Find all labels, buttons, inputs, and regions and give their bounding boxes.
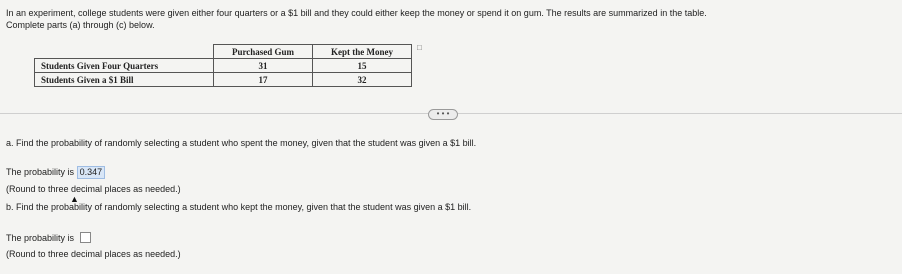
part-b-answer-line xyxy=(6,232,91,244)
copy-table-icon[interactable]: □ xyxy=(417,43,422,52)
part-a-answer-field[interactable]: 0.347 xyxy=(77,166,106,179)
part-b-note: (Round to three decimal places as needed.) xyxy=(6,249,181,259)
table-row xyxy=(35,59,412,73)
mouse-cursor-icon: ▲ xyxy=(70,194,79,204)
intro-line-1: In an experiment, college students were given either four quarters or a $1 bill and they could either keep the money or spend it on gum. The results are summarized in the table. xyxy=(6,8,707,18)
table-cell: 32 xyxy=(313,73,412,87)
part-b-question: b. Find the probability of randomly selecting a student who kept the money, given that the student was given a $1 bill. xyxy=(6,202,472,212)
part-a-question: a. Find the probability of randomly selecting a student who spent the money, given that the student was given a $1 bill. xyxy=(6,138,477,148)
data-table xyxy=(34,44,412,87)
table-corner xyxy=(35,45,214,59)
table-cell: 31 xyxy=(214,59,313,73)
part-a-answer-line xyxy=(6,166,105,179)
part-a-prompt: The probability is xyxy=(6,167,75,177)
table-cell: 15 xyxy=(313,59,412,73)
table-row xyxy=(35,73,412,87)
part-b-answer-field[interactable] xyxy=(80,232,91,243)
column-header-kept-money: Kept the Money xyxy=(313,45,412,59)
table-cell: 17 xyxy=(214,73,313,87)
more-button[interactable]: • • • xyxy=(428,109,458,120)
intro-line-2: Complete parts (a) through (c) below. xyxy=(6,20,155,30)
table-header-row xyxy=(35,45,412,59)
problem-intro xyxy=(6,7,886,31)
row-header-four-quarters: Students Given Four Quarters xyxy=(35,59,214,73)
part-a-note: (Round to three decimal places as needed.) xyxy=(6,184,181,194)
part-b-prompt: The probability is xyxy=(6,233,75,243)
column-header-purchased-gum: Purchased Gum xyxy=(214,45,313,59)
row-header-dollar-bill: Students Given a $1 Bill xyxy=(35,73,214,87)
